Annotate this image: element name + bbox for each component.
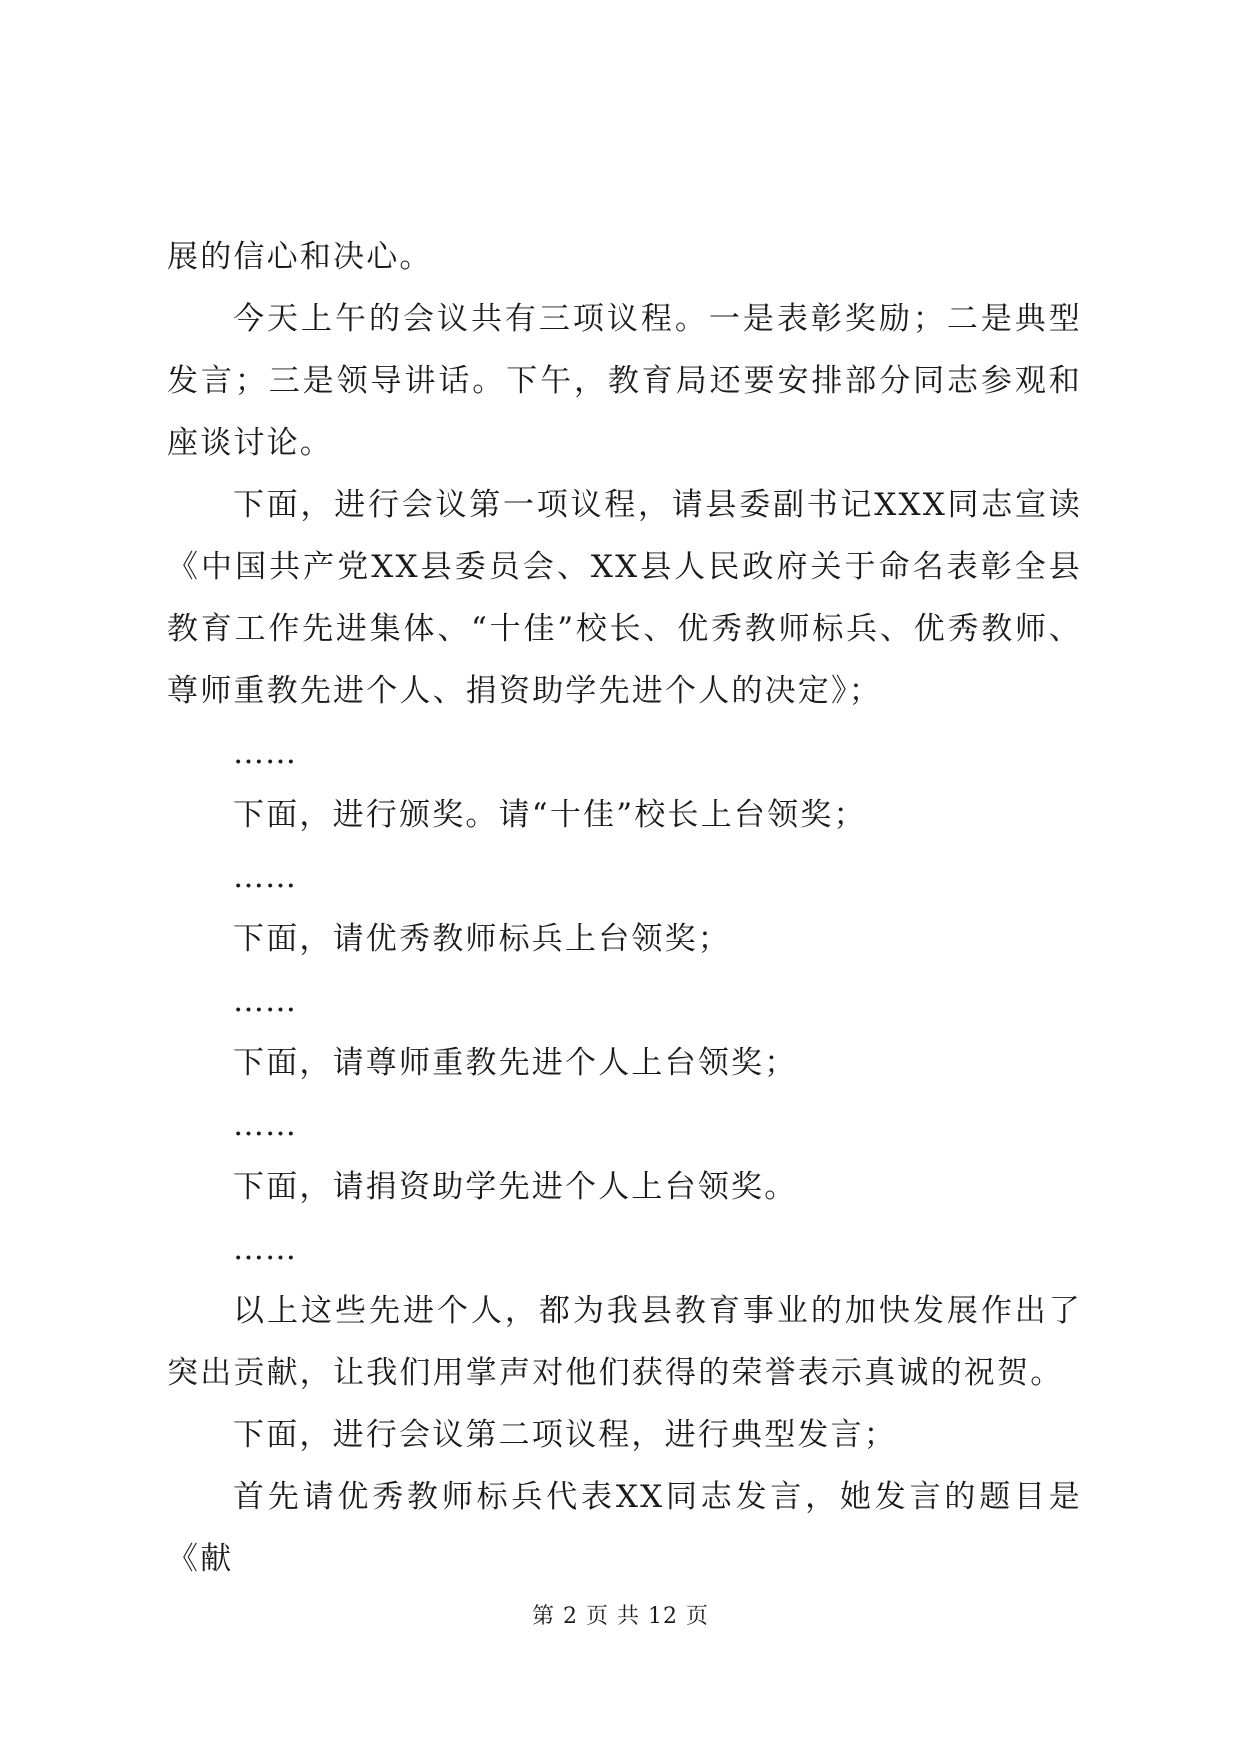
- paragraph: 下面，进行颁奖。请“十佳”校长上台领奖；: [233, 797, 867, 833]
- ellipsis-line: ……: [233, 735, 297, 771]
- paragraph: 以上这些先进个人，都为我县教育事业的加快发展作出了突出贡献，让我们用掌声对他们获得的荣誉表示真诚的祝贺。: [167, 1293, 1082, 1391]
- page-footer: [0, 1602, 1241, 1632]
- paragraph: 下面，进行会议第一项议程，请县委副书记XXX同志宣读《中国共产党XX县委员会、XX县人民政府关于命名表彰全县教育工作先进集体、“十佳”校长、优秀教师标兵、优秀教师、尊师重教先进个人、捐资助学先进个人的决定》；: [167, 487, 1082, 709]
- page-number-label: 第 2 页 共 12 页: [532, 1604, 709, 1629]
- paragraph: 首先请优秀教师标兵代表XX同志发言，她发言的题目是《献: [167, 1479, 1082, 1577]
- ellipsis-line: ……: [233, 983, 297, 1019]
- paragraph: 下面，请尊师重教先进个人上台领奖；: [233, 1045, 798, 1081]
- paragraph: 下面，请优秀教师标兵上台领奖；: [233, 921, 731, 957]
- document-body: [167, 226, 1082, 1590]
- ellipsis-line: ……: [233, 859, 297, 895]
- paragraph: 展的信心和决心。: [167, 239, 433, 275]
- ellipsis-line: ……: [233, 1231, 297, 1267]
- paragraph: 下面，请捐资助学先进个人上台领奖。: [233, 1169, 798, 1205]
- paragraph: 下面，进行会议第二项议程，进行典型发言；: [233, 1417, 897, 1453]
- paragraph: 今天上午的会议共有三项议程。一是表彰奖励；二是典型发言；三是领导讲话。下午，教育局还要安排部分同志参观和座谈讨论。: [167, 301, 1082, 461]
- ellipsis-line: ……: [233, 1107, 297, 1143]
